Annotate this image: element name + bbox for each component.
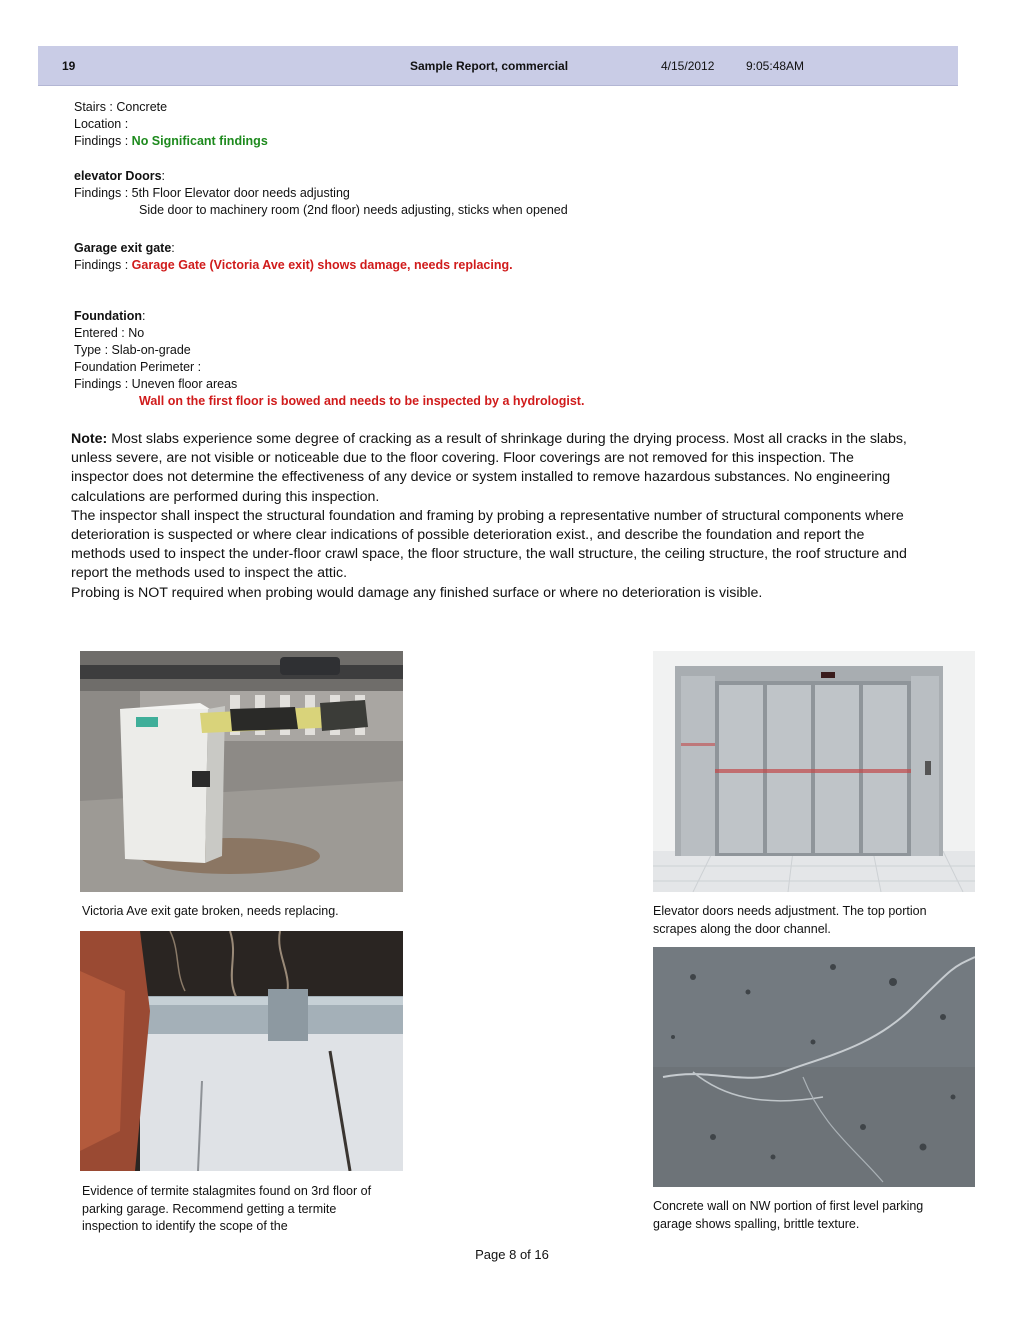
stairs-section [74, 99, 268, 150]
elevator-photo [653, 651, 975, 892]
stairs-type: Stairs : Concrete [74, 100, 168, 114]
termite-photo [80, 931, 403, 1171]
header-time: 9:05:48AM [746, 59, 805, 73]
garage-heading: Garage exit gate: [74, 241, 175, 255]
stairs-location: Location : [74, 117, 129, 131]
elevator-heading: elevator Doors: [74, 169, 166, 183]
header-title: Sample Report, commercial [410, 59, 569, 73]
note-paragraph-1 [71, 430, 911, 507]
page-footer: Page 8 of 16 [475, 1247, 549, 1262]
elevator-findings-2: Side door to machinery room (2nd floor) needs adjusting, sticks when opened [139, 203, 568, 217]
garage-findings-value: Garage Gate (Victoria Ave exit) shows damage, needs replacing. [131, 258, 513, 272]
gate-photo [80, 651, 403, 892]
termite-caption: Evidence of termite stalagmites found on 3rd floor of parking garage. Recommend getting a termite inspection to identify the scope of the [82, 1184, 372, 1233]
stairs-findings [74, 133, 268, 150]
garage-findings-label: Findings : [74, 258, 132, 272]
foundation-perimeter: Foundation Perimeter : [74, 360, 202, 374]
note-text-1: Most slabs experience some degree of cracking as a result of shrinkage during the drying process. Most all cracks in the slabs, unless severe, are not visible or noticeable due to the floor covering. Floor coverings are not removed for this inspection. The inspector does not determine the effectiveness of any device or system installed to remove hazardous substances. No engineering calculations are performed during this inspection. [71, 431, 907, 505]
header-page-number: 19 [62, 59, 76, 73]
note-label: Note: [71, 431, 108, 447]
gate-caption: Victoria Ave exit gate broken, needs replacing. [82, 904, 339, 918]
foundation-heading-text: Foundation [74, 309, 143, 323]
garage-heading-text: Garage exit gate [74, 241, 172, 255]
foundation-findings-1: Findings : Uneven floor areas [74, 377, 238, 391]
garage-findings [74, 257, 513, 274]
foundation-section [74, 308, 584, 410]
note-paragraph-2: The inspector shall inspect the structural foundation and framing by probing a representative number of structural components where deterioration is suspected or where clear indications of possible deterioration exist., and describe the foundation and report the methods used to inspect the under-floor crawl space, the floor structure, the wall structure, the ceiling structure, the roof structure and report the methods used to inspect the attic. [71, 507, 907, 582]
garage-section [74, 240, 513, 274]
elevator-caption: Elevator doors needs adjustment. The top portion scrapes along the door channel. [653, 904, 927, 936]
report-header [38, 46, 958, 86]
elevator-findings-1: Findings : 5th Floor Elevator door needs adjusting [74, 186, 350, 200]
foundation-type: Type : Slab-on-grade [74, 343, 191, 357]
elevator-section [74, 168, 568, 219]
foundation-entered: Entered : No [74, 326, 145, 340]
concrete-caption: Concrete wall on NW portion of first level parking garage shows spalling, brittle texture. [653, 1199, 924, 1231]
stairs-findings-label: Findings : [74, 134, 132, 148]
foundation-heading: Foundation: [74, 309, 146, 323]
concrete-photo [653, 947, 975, 1187]
header-date: 4/15/2012 [661, 59, 715, 73]
stairs-findings-value: No Significant findings [131, 134, 268, 148]
foundation-note [71, 430, 911, 603]
note-paragraph-3: Probing is NOT required when probing would damage any finished surface or where no deterioration is visible. [71, 584, 763, 601]
elevator-heading-text: elevator Doors [74, 169, 162, 183]
foundation-findings-2: Wall on the first floor is bowed and needs to be inspected by a hydrologist. [139, 394, 585, 408]
